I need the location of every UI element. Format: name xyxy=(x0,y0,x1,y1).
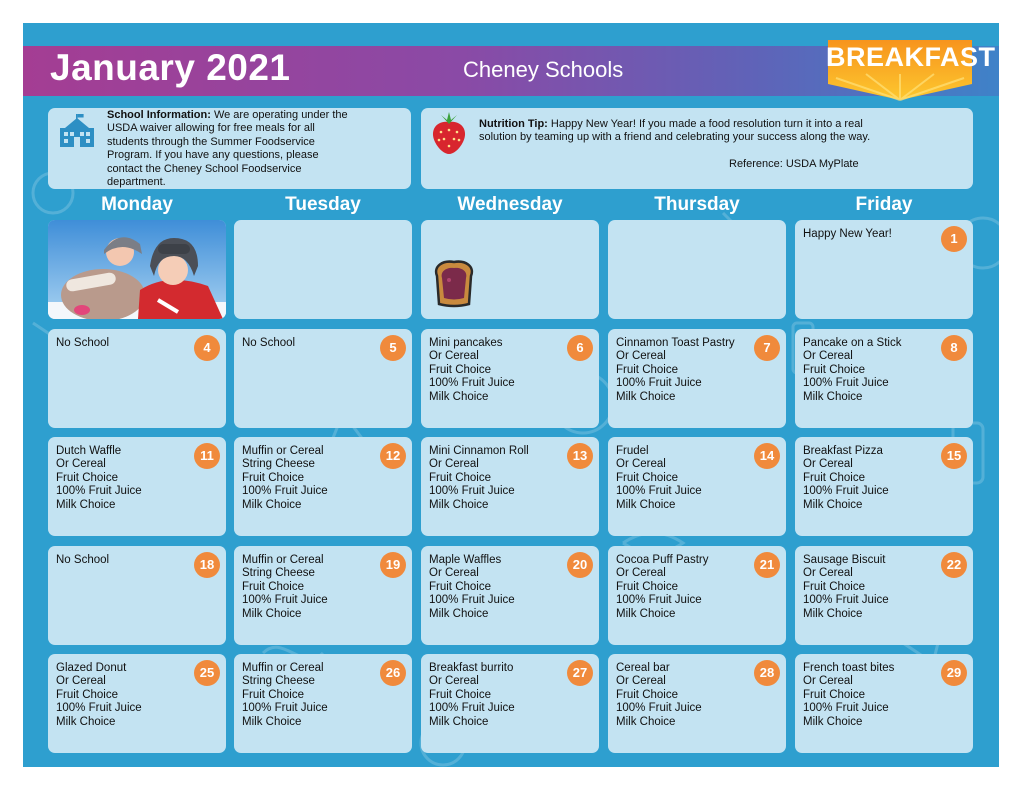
menu-lines xyxy=(429,554,515,621)
menu-line: Milk Choice xyxy=(429,390,489,403)
menu-lines xyxy=(56,662,142,729)
menu-line: Milk Choice xyxy=(429,498,489,511)
menu-line: Milk Choice xyxy=(242,498,302,511)
day-number-badge: 28 xyxy=(754,660,780,686)
menu-line: French toast bites xyxy=(803,662,895,674)
nutrition-tip-body: Happy New Year! If you made a food resolution turn it into a real solution by teaming up with a friend and celebrating your success along the way. xyxy=(479,118,871,144)
menu-line: 100% Fruit Juice xyxy=(242,702,328,715)
menu-line: Breakfast burrito xyxy=(429,662,514,674)
day-number-badge: 14 xyxy=(754,443,780,469)
menu-line: Milk Choice xyxy=(56,715,116,728)
menu-lines xyxy=(803,228,892,241)
menu-line: 100% Fruit Juice xyxy=(616,485,702,498)
day-number-badge: 18 xyxy=(194,552,220,578)
day-number-badge: 11 xyxy=(194,443,220,469)
menu-lines xyxy=(429,662,515,729)
menu-line: Pancake on a Stick xyxy=(803,337,902,349)
menu-line: Milk Choice xyxy=(242,715,302,728)
day-header-wednesday: Wednesday xyxy=(457,194,563,215)
day-number-badge: 25 xyxy=(194,660,220,686)
menu-lines xyxy=(803,662,894,729)
day-number-badge: 13 xyxy=(567,443,593,469)
menu-line: Mini Cinnamon Roll xyxy=(429,445,529,457)
empty-cell-tuesday-week1 xyxy=(234,220,412,319)
menu-line: Milk Choice xyxy=(429,715,489,728)
menu-line: Or Cereal xyxy=(803,675,853,688)
school-info-text xyxy=(107,109,357,189)
menu-lines xyxy=(616,554,708,621)
day-cell-monday xyxy=(48,546,226,645)
menu-line: Milk Choice xyxy=(803,498,863,511)
day-number-badge: 6 xyxy=(567,335,593,361)
menu-line: Fruit Choice xyxy=(242,580,304,593)
menu-line: Fruit Choice xyxy=(242,688,304,701)
menu-line: Fruit Choice xyxy=(616,580,678,593)
menu-lines xyxy=(616,445,702,512)
menu-line: 100% Fruit Juice xyxy=(803,377,889,390)
menu-line: Fruit Choice xyxy=(242,471,304,484)
school-info-box xyxy=(48,108,411,189)
menu-line: 100% Fruit Juice xyxy=(616,377,702,390)
menu-line: No School xyxy=(56,337,110,349)
menu-line: Or Cereal xyxy=(56,458,106,471)
menu-line: Frudel xyxy=(616,445,649,457)
day-number-badge: 8 xyxy=(941,335,967,361)
day-cell-tuesday xyxy=(234,437,412,536)
menu-line: Or Cereal xyxy=(803,567,853,580)
menu-lines xyxy=(56,554,109,567)
menu-line: Milk Choice xyxy=(803,607,863,620)
toast-cell xyxy=(421,220,599,319)
school-info-label: School Information: xyxy=(107,109,211,121)
day-number-badge: 4 xyxy=(194,335,220,361)
menu-line: Breakfast Pizza xyxy=(803,445,883,457)
menu-line: Milk Choice xyxy=(616,498,676,511)
day-cell-wednesday xyxy=(421,654,599,753)
menu-line: Or Cereal xyxy=(803,350,853,363)
menu-lines xyxy=(429,445,529,512)
toast-with-jam-icon xyxy=(431,260,477,308)
strawberry-icon xyxy=(429,112,469,154)
day-number-badge: 19 xyxy=(380,552,406,578)
day-number-badge: 22 xyxy=(941,552,967,578)
day-cell xyxy=(795,220,973,319)
menu-line: Fruit Choice xyxy=(429,471,491,484)
day-cell-thursday xyxy=(608,654,786,753)
day-cell-monday xyxy=(48,654,226,753)
menu-line: Fruit Choice xyxy=(616,688,678,701)
day-number-badge: 7 xyxy=(754,335,780,361)
menu-lines xyxy=(242,662,328,729)
menu-line: Milk Choice xyxy=(616,607,676,620)
menu-line: Or Cereal xyxy=(429,675,479,688)
menu-line: Cinnamon Toast Pastry xyxy=(616,337,735,349)
menu-line: 100% Fruit Juice xyxy=(616,702,702,715)
menu-lines xyxy=(242,337,295,350)
menu-line: No School xyxy=(242,337,296,349)
menu-line: Cereal bar xyxy=(616,662,670,674)
menu-line: 100% Fruit Juice xyxy=(56,702,142,715)
day-cell-thursday xyxy=(608,437,786,536)
menu-line: String Cheese xyxy=(242,458,315,471)
menu-line: Or Cereal xyxy=(56,675,106,688)
menu-line: Milk Choice xyxy=(429,607,489,620)
menu-line: Dutch Waffle xyxy=(56,445,122,457)
photo-cell xyxy=(48,220,226,319)
menu-line: 100% Fruit Juice xyxy=(429,702,515,715)
menu-line: Milk Choice xyxy=(616,390,676,403)
menu-lines xyxy=(242,554,328,621)
menu-line: 100% Fruit Juice xyxy=(429,594,515,607)
day-cell-tuesday xyxy=(234,329,412,428)
day-cell-wednesday xyxy=(421,437,599,536)
menu-line: Milk Choice xyxy=(56,498,116,511)
menu-line: Or Cereal xyxy=(616,458,666,471)
day-cell-wednesday xyxy=(421,329,599,428)
menu-line: Muffin or Cereal xyxy=(242,662,324,674)
day-number-badge: 27 xyxy=(567,660,593,686)
day-cell-wednesday xyxy=(421,546,599,645)
menu-line: Milk Choice xyxy=(803,715,863,728)
menu-line: Milk Choice xyxy=(803,390,863,403)
menu-line: Maple Waffles xyxy=(429,554,502,566)
menu-lines xyxy=(56,445,142,512)
nutrition-tip-box xyxy=(421,108,973,189)
menu-line: Fruit Choice xyxy=(803,688,865,701)
menu-line: Or Cereal xyxy=(616,675,666,688)
menu-lines xyxy=(803,445,889,512)
day-cell-tuesday xyxy=(234,546,412,645)
day-number-badge: 26 xyxy=(380,660,406,686)
day-number-badge: 12 xyxy=(380,443,406,469)
day-header-monday: Monday xyxy=(101,194,173,215)
menu-line: Fruit Choice xyxy=(616,471,678,484)
district-name: Cheney Schools xyxy=(463,57,624,82)
menu-lines xyxy=(803,337,901,404)
day-cell-thursday xyxy=(608,546,786,645)
day-cell-friday xyxy=(795,546,973,645)
nutrition-tip-label: Nutrition Tip: xyxy=(479,118,548,130)
menu-line: Or Cereal xyxy=(803,458,853,471)
menu-line: Fruit Choice xyxy=(803,471,865,484)
menu-line: Or Cereal xyxy=(429,567,479,580)
day-cell-thursday xyxy=(608,329,786,428)
menu-line: Fruit Choice xyxy=(803,580,865,593)
menu-line: 100% Fruit Juice xyxy=(242,594,328,607)
day-number-badge: 29 xyxy=(941,660,967,686)
menu-line: 100% Fruit Juice xyxy=(242,485,328,498)
empty-cell-thursday-week1 xyxy=(608,220,786,319)
page-title: January 2021 xyxy=(50,47,291,88)
menu-line: 100% Fruit Juice xyxy=(429,377,515,390)
day-cell-monday xyxy=(48,437,226,536)
day-number-badge: 15 xyxy=(941,443,967,469)
menu-line: Milk Choice xyxy=(242,607,302,620)
menu-line: Or Cereal xyxy=(616,567,666,580)
menu-line: Fruit Choice xyxy=(429,363,491,376)
school-info-body: We are operating under the USDA waiver allowing for free meals for all students through the Summer Foodservice Program. If you have any questions, please contact the Cheney School Foodservice department. xyxy=(107,109,348,189)
nutrition-tip-text xyxy=(479,118,879,145)
menu-line: Fruit Choice xyxy=(429,580,491,593)
day-header-friday: Friday xyxy=(855,194,913,215)
menu-line: String Cheese xyxy=(242,675,315,688)
menu-line: 100% Fruit Juice xyxy=(616,594,702,607)
day-cell-friday xyxy=(795,437,973,536)
menu-line: Fruit Choice xyxy=(56,688,118,701)
day-header-thursday: Thursday xyxy=(654,194,740,215)
menu-line: Fruit Choice xyxy=(429,688,491,701)
menu-line: Fruit Choice xyxy=(616,363,678,376)
day-cell-monday xyxy=(48,329,226,428)
menu-line: Glazed Donut xyxy=(56,662,127,674)
menu-line: 100% Fruit Juice xyxy=(803,594,889,607)
menu-line: Happy New Year! xyxy=(803,228,892,240)
menu-lines xyxy=(616,662,702,729)
menu-line: Fruit Choice xyxy=(56,471,118,484)
kids-in-winter-hats-photo xyxy=(48,220,226,319)
menu-line: 100% Fruit Juice xyxy=(56,485,142,498)
menu-line: 100% Fruit Juice xyxy=(803,485,889,498)
menu-line: Muffin or Cereal xyxy=(242,445,324,457)
day-number-badge: 5 xyxy=(380,335,406,361)
day-number-badge: 20 xyxy=(567,552,593,578)
menu-line: 100% Fruit Juice xyxy=(803,702,889,715)
menu-lines xyxy=(242,445,328,512)
day-cell-friday xyxy=(795,329,973,428)
menu-line: Or Cereal xyxy=(429,350,479,363)
menu-line: Muffin or Cereal xyxy=(242,554,324,566)
day-cell-tuesday xyxy=(234,654,412,753)
menu-lines xyxy=(616,337,735,404)
menu-line: Or Cereal xyxy=(616,350,666,363)
meal-type-label: BREAKFAST xyxy=(826,42,996,72)
menu-lines xyxy=(803,554,889,621)
day-number-badge: 1 xyxy=(941,226,967,252)
menu-line: 100% Fruit Juice xyxy=(429,485,515,498)
menu-line: Cocoa Puff Pastry xyxy=(616,554,709,566)
menu-lines xyxy=(429,337,515,404)
day-cell-friday xyxy=(795,654,973,753)
menu-line: Sausage Biscuit xyxy=(803,554,886,566)
menu-line: No School xyxy=(56,554,110,566)
nutrition-reference: Reference: USDA MyPlate xyxy=(729,158,859,170)
breakfast-badge xyxy=(826,38,996,102)
menu-line: String Cheese xyxy=(242,567,315,580)
menu-line: Fruit Choice xyxy=(803,363,865,376)
school-building-icon xyxy=(59,114,95,148)
menu-line: Or Cereal xyxy=(429,458,479,471)
day-number-badge: 21 xyxy=(754,552,780,578)
menu-line: Milk Choice xyxy=(616,715,676,728)
day-header-tuesday: Tuesday xyxy=(285,194,361,215)
menu-lines xyxy=(56,337,109,350)
menu-line: Mini pancakes xyxy=(429,337,503,349)
